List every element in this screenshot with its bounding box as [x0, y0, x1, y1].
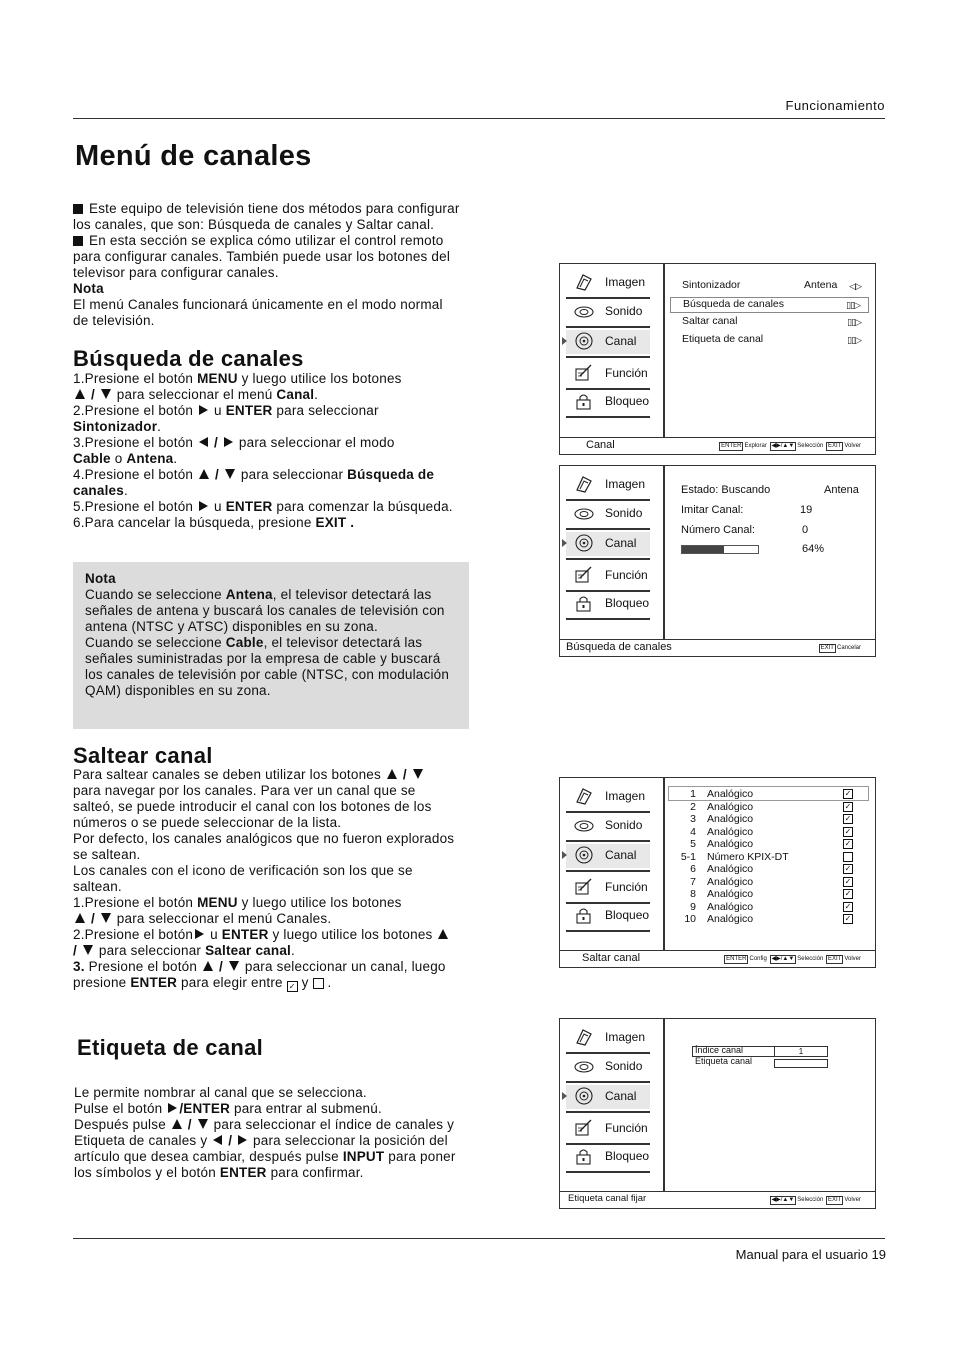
tv-menu-panel-saltar	[559, 777, 876, 968]
menu-item-label: Función	[605, 568, 648, 582]
channel-row[interactable]	[670, 863, 869, 876]
down-arrow-icon	[83, 945, 93, 955]
picture-icon	[574, 787, 594, 805]
lock-icon	[574, 594, 594, 612]
menu-item-imagen[interactable]	[566, 473, 650, 497]
down-arrow-icon	[101, 389, 111, 399]
tv-menu-panel-canal	[559, 263, 876, 455]
etiqueta-heading: Etiqueta de canal	[77, 1035, 264, 1060]
menu-item-underline	[566, 499, 650, 501]
tv-menu-panel-busqueda	[559, 465, 876, 657]
indice-input[interactable]: 1	[774, 1046, 828, 1057]
channel-label: Analógico	[707, 875, 754, 888]
menu-item-bloqueo[interactable]	[566, 1145, 650, 1169]
menu-item-underline	[566, 618, 650, 620]
channel-row[interactable]	[670, 876, 869, 889]
row-name: Etiqueta de canal	[682, 333, 764, 345]
canal-menu-row[interactable]	[670, 333, 869, 349]
channel-row[interactable]	[670, 826, 869, 839]
skip-checkbox-checked[interactable]: ✓	[844, 901, 852, 911]
key-hints: ENTER Config ◀▶/▲▼ Selección EXIT Volver	[726, 956, 861, 962]
menu-item-sonido[interactable]	[566, 1055, 650, 1079]
note-box-label: Nota	[85, 571, 116, 586]
up-arrow-icon	[203, 961, 213, 971]
footer-title: Saltar canal	[582, 952, 641, 964]
menu-item-canal[interactable]	[566, 330, 650, 354]
sound-icon	[574, 1057, 594, 1075]
up-arrow-icon	[387, 769, 397, 779]
channel-number: 9	[690, 900, 696, 913]
selected-indicator-icon	[562, 337, 567, 345]
channel-row[interactable]	[670, 851, 869, 864]
down-arrow-icon	[229, 961, 239, 971]
menu-sidebar	[560, 264, 665, 438]
menu-item-underline	[566, 326, 650, 328]
menu-item-imagen[interactable]	[566, 1026, 650, 1050]
row-arrow-icon: ◁▷	[849, 281, 861, 291]
lock-icon	[574, 1147, 594, 1165]
row-value: Antena	[804, 279, 838, 291]
function-icon	[574, 878, 594, 896]
row-name: Saltar canal	[682, 315, 738, 327]
canal-menu-row[interactable]	[670, 315, 869, 331]
menu-item-label: Sonido	[605, 506, 643, 520]
menu-item-underline	[566, 297, 650, 299]
menu-item-label: Imagen	[605, 789, 646, 803]
menu-item-underline	[566, 811, 650, 813]
estado-label: Estado: Buscando	[681, 484, 771, 496]
menu-item-underline	[566, 870, 650, 872]
menu-item-underline	[566, 356, 650, 358]
menu-item-imagen[interactable]	[566, 271, 650, 295]
channel-number: 10	[684, 913, 696, 925]
down-arrow-icon	[413, 769, 423, 779]
tv-menu-panel-etiqueta	[559, 1018, 876, 1209]
etiqueta-text: Le permite nombrar al canal que se selecciona. Pulse el botón /ENTER para entrar al submenú. Después pulse / para seleccionar el índice de canales y Etiqueta de canales y / para seleccionar la posición del artículo que desea cambiar, después pulse INPUT para poner los símbolos y el botón ENTER para confirmar.	[74, 1085, 456, 1180]
lock-icon	[574, 392, 594, 410]
menu-item-bloqueo[interactable]	[566, 390, 650, 414]
channel-label: Analógico	[707, 900, 754, 913]
menu-item-canal[interactable]	[566, 844, 650, 868]
menu-item-label: Canal	[605, 1089, 637, 1103]
menu-item-label: Canal	[605, 848, 637, 862]
left-arrow-icon	[213, 1135, 222, 1145]
menu-sidebar	[560, 1019, 665, 1192]
header-divider	[73, 118, 885, 119]
canal-menu-row[interactable]	[670, 297, 869, 313]
menu-item-label: Bloqueo	[605, 394, 650, 408]
intro-note-text: El menú Canales funcionará únicamente en el modo normal de televisión.	[73, 297, 443, 328]
row-name: Sintonizador	[682, 279, 741, 291]
menu-item-underline	[566, 416, 650, 418]
selected-indicator-icon	[562, 1092, 567, 1100]
menu-item-funcion[interactable]	[566, 564, 650, 588]
picture-icon	[574, 273, 594, 291]
channel-number: 5-1	[680, 850, 696, 863]
skip-checkbox-checked[interactable]: ✓	[844, 864, 852, 873]
lock-icon	[574, 906, 594, 924]
menu-item-label: Canal	[605, 334, 637, 348]
busqueda-heading: Búsqueda de canales	[73, 346, 304, 371]
skip-checkbox-checked[interactable]: ✓	[844, 876, 852, 886]
menu-item-canal[interactable]	[566, 1085, 650, 1109]
down-arrow-icon	[101, 913, 111, 923]
channel-row[interactable]	[670, 813, 869, 826]
menu-item-underline	[566, 840, 650, 842]
row-arrow-icon: ▯▯▷	[846, 300, 860, 310]
numero-label: Número Canal:	[681, 524, 755, 536]
section-label: Funcionamiento	[785, 98, 885, 113]
panel-footer	[560, 950, 875, 967]
right-arrow-icon	[199, 501, 208, 511]
estado-value: Antena	[824, 484, 859, 496]
up-arrow-icon	[75, 389, 85, 399]
menu-item-underline	[566, 528, 650, 530]
page-title: Menú de canales	[75, 140, 312, 172]
numero-value: 0	[802, 524, 809, 536]
channel-number: 8	[690, 888, 696, 900]
menu-item-label: Función	[605, 880, 648, 894]
menu-item-label: Sonido	[605, 304, 643, 318]
channel-number: 7	[690, 875, 696, 888]
key-hints: ENTER Explorar ◀▶/▲▼ Selección EXIT Volver	[721, 443, 861, 449]
channel-icon	[574, 1087, 594, 1105]
intro-p1: Este equipo de televisión tiene dos métodos para configurar los canales, que son: Búsqueda de canales y Saltar canal.	[73, 201, 460, 232]
channel-label: Analógico	[707, 813, 754, 825]
channel-label: Analógico	[707, 913, 754, 925]
menu-item-bloqueo[interactable]	[566, 904, 650, 928]
menu-item-label: Función	[605, 1121, 648, 1135]
progress-text: 64%	[802, 543, 825, 555]
channel-label: Analógico	[707, 888, 754, 900]
channel-icon	[574, 332, 594, 350]
selected-indicator-icon	[562, 539, 567, 547]
menu-item-underline	[566, 1171, 650, 1173]
progress-fill	[682, 546, 724, 553]
key-hints: ◀▶/▲▼ Selección EXIT Volver	[771, 1197, 861, 1203]
menu-item-label: Imagen	[605, 477, 646, 491]
right-arrow-icon	[168, 1103, 177, 1113]
row-arrow-icon: ▯▯▷	[847, 335, 861, 345]
channel-label: Analógico	[707, 800, 754, 813]
menu-item-label: Sonido	[605, 818, 643, 832]
saltear-text: Para saltear canales se deben utilizar los botones / para navegar por los canales. Para ver un canal que se salteó, se puede introducir el canal con los botones de los números o se puede seleccionar de la lista. Por defecto, los canales analógicos que no fueron explorados se saltean. Los canales con el icono de verificación son los que se saltean. 1.Presione el botón MENU y luego utilice los botones / para seleccionar el menú Canales. 2.Presione el botón u ENTER y luego utilice los botones / para seleccionar Saltear canal. 3. Presione el botón / para seleccionar un canal, luego presione ENTER para elegir entre ✓ y .	[73, 767, 455, 991]
channel-row[interactable]	[670, 901, 869, 914]
menu-item-label: Bloqueo	[605, 596, 650, 610]
channel-number: 6	[690, 863, 696, 875]
menu-item-label: Sonido	[605, 1059, 643, 1073]
skip-checkbox-checked[interactable]: ✓	[844, 914, 852, 923]
empty-box-icon	[313, 978, 324, 989]
row-name: Búsqueda de canales	[683, 298, 784, 310]
menu-item-underline	[566, 1111, 650, 1113]
sound-icon	[574, 504, 594, 522]
menu-item-sonido[interactable]	[566, 502, 650, 526]
panel-footer	[560, 437, 875, 454]
footer-title: Canal	[586, 439, 615, 451]
busqueda-steps: 1.Presione el botón MENU y luego utilice los botones / para seleccionar el menú Canal. 2.Presione el botón u ENTER para seleccionar Sintonizador. 3.Presione el botón / para seleccionar el modo Cable o Antena. 4.Presione el botón / para seleccionar Búsqueda de canales. 5.Presione el botón u ENTER para comenzar la búsqueda. 6.Para cancelar la búsqueda, presione EXIT .	[73, 371, 453, 530]
channel-row[interactable]	[670, 913, 869, 926]
etiqueta-input[interactable]	[774, 1059, 828, 1068]
note-box: Nota Cuando se seleccione Antena, el televisor detectará las señales de antena y buscará los canales de televisión con antena (NTSC y ATSC) disponibles en su zona. Cuando se seleccione Cable, el televisor detectará las señales suministradas por la empresa de cable y buscará los canales de televisión por cable (NTSC, con modulación QAM) disponibles en su zona.	[73, 562, 469, 729]
intro-note-label: Nota	[73, 281, 104, 296]
function-icon	[574, 364, 594, 382]
menu-item-funcion[interactable]	[566, 362, 650, 386]
menu-item-bloqueo[interactable]	[566, 592, 650, 616]
panel-footer	[560, 1191, 875, 1208]
menu-item-underline	[566, 558, 650, 560]
channel-label: Analógico	[707, 788, 754, 800]
menu-item-label: Bloqueo	[605, 908, 650, 922]
menu-item-underline	[566, 1081, 650, 1083]
right-arrow-icon	[195, 929, 204, 939]
skip-checkbox-checked[interactable]: ✓	[844, 889, 852, 898]
channel-icon	[574, 846, 594, 864]
footer-divider	[73, 1238, 885, 1239]
menu-item-label: Imagen	[605, 275, 646, 289]
panel-footer	[560, 639, 875, 656]
menu-item-funcion[interactable]	[566, 1117, 650, 1141]
bullet-square-icon	[73, 236, 83, 246]
function-icon	[574, 1119, 594, 1137]
menu-item-sonido[interactable]	[566, 300, 650, 324]
progress-bar	[681, 545, 759, 554]
imitar-label: Imitar Canal:	[681, 504, 744, 516]
down-arrow-icon	[225, 469, 235, 479]
picture-icon	[574, 475, 594, 493]
canal-menu-row[interactable]	[670, 279, 869, 295]
down-arrow-icon	[198, 1119, 208, 1129]
skip-checkbox-checked[interactable]: ✓	[844, 801, 852, 811]
imitar-value: 19	[800, 504, 813, 516]
menu-item-imagen[interactable]	[566, 785, 650, 809]
channel-label: Analógico	[707, 825, 754, 838]
menu-item-funcion[interactable]	[566, 876, 650, 900]
selected-indicator-icon	[562, 851, 567, 859]
channel-number: 1	[690, 788, 696, 800]
up-arrow-icon	[75, 913, 85, 923]
sound-icon	[574, 302, 594, 320]
page-footer: Manual para el usuario 19	[735, 1247, 886, 1262]
menu-item-label: Bloqueo	[605, 1149, 650, 1163]
channel-label: Analógico	[707, 863, 754, 875]
channel-label: Número KPIX-DT	[707, 850, 789, 863]
footer-title: Búsqueda de canales	[566, 641, 672, 653]
key-hints: EXIT Cancelar	[820, 645, 861, 651]
intro	[73, 201, 461, 329]
left-arrow-icon	[199, 437, 208, 447]
right-arrow-icon	[199, 405, 208, 415]
indice-label: Índice canal	[695, 1045, 744, 1055]
channel-row[interactable]	[670, 838, 869, 851]
channel-number: 3	[690, 813, 696, 825]
bullet-square-icon	[73, 204, 83, 214]
channel-number: 2	[690, 800, 696, 813]
footer-title: Etiqueta canal fijar	[568, 1193, 647, 1204]
channel-row[interactable]	[670, 788, 869, 801]
skip-checkbox-checked[interactable]: ✓	[844, 839, 852, 848]
up-arrow-icon	[438, 929, 448, 939]
picture-icon	[574, 1028, 594, 1046]
skip-checkbox-empty[interactable]	[843, 852, 853, 862]
right-arrow-icon	[224, 437, 233, 447]
menu-item-label: Imagen	[605, 1030, 646, 1044]
right-arrow-icon	[238, 1135, 247, 1145]
sound-icon	[574, 816, 594, 834]
menu-sidebar	[560, 778, 665, 951]
menu-item-label: Función	[605, 366, 648, 380]
row-arrow-icon: ▯▯▷	[847, 317, 861, 327]
menu-sidebar	[560, 466, 665, 640]
channel-number: 5	[690, 838, 696, 850]
menu-item-canal[interactable]	[566, 532, 650, 556]
skip-checkbox-checked[interactable]: ✓	[844, 814, 852, 823]
menu-item-underline	[566, 1052, 650, 1054]
channel-row[interactable]	[670, 888, 869, 901]
channel-row[interactable]	[670, 801, 869, 814]
channel-label: Analógico	[707, 838, 754, 850]
up-arrow-icon	[172, 1119, 182, 1129]
menu-item-label: Canal	[605, 536, 637, 550]
menu-item-sonido[interactable]	[566, 814, 650, 838]
etiqueta-label: Etiqueta canal	[695, 1056, 753, 1066]
function-icon	[574, 566, 594, 584]
skip-checkbox-checked[interactable]: ✓	[844, 789, 852, 798]
checked-box-icon: ✓	[287, 981, 298, 992]
intro-p2: En esta sección se explica cómo utilizar el control remoto para configurar canales. También puede usar los botones del televisor para configurar canales.	[73, 233, 451, 280]
channel-number: 4	[690, 825, 696, 838]
channel-icon	[574, 534, 594, 552]
skip-checkbox-checked[interactable]: ✓	[844, 826, 852, 836]
saltear-heading: Saltear canal	[73, 743, 213, 768]
up-arrow-icon	[199, 469, 209, 479]
menu-item-underline	[566, 930, 650, 932]
